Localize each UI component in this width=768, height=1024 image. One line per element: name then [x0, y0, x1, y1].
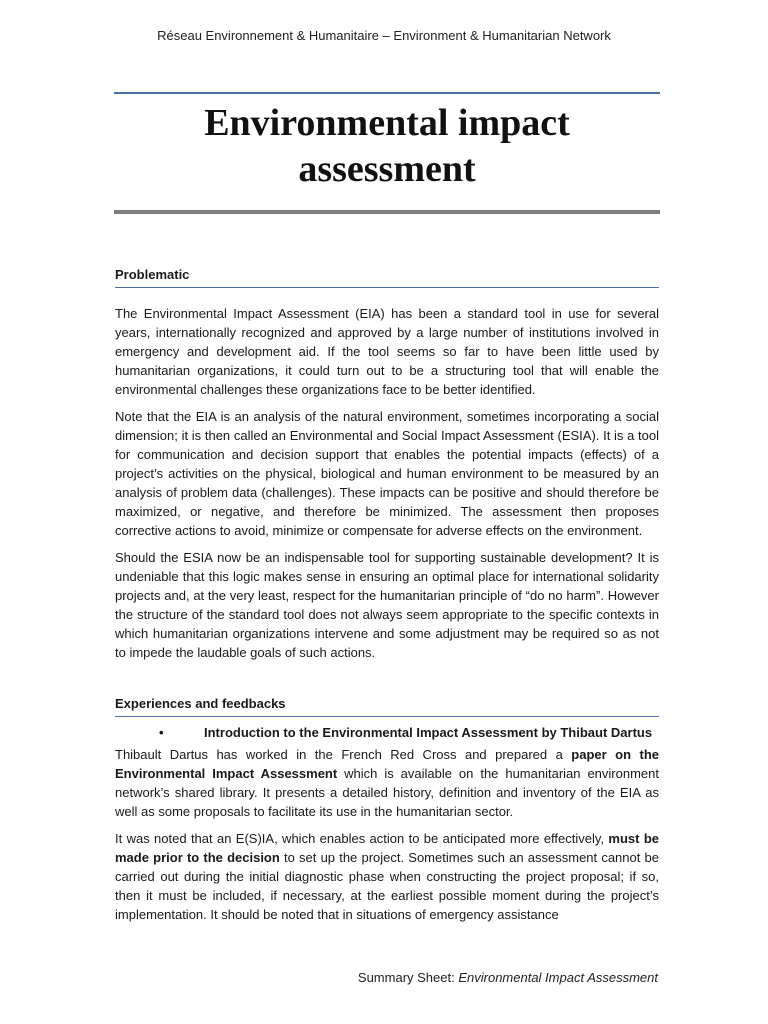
- paragraph-experiences-1-bold: paper on the Environmental Impact Assessment: [115, 747, 659, 781]
- paragraph-experiences-1: [115, 745, 659, 821]
- paragraph-experiences-2-bold: must be made prior to the decision: [115, 831, 659, 865]
- paragraph-problematic-3: Should the ESIA now be an indispensable tool for supporting sustainable development? It is undeniable that this logic makes sense in ensuring an optimal place for international solidarity projects and, at the very least, respect for the humanitarian principle of “do no harm”. However the structure of the standard tool does not always seem appropriate to the specific contexts in which humanitarian organizations intervene and some adjustment may be required so as not to impede the laudable goals of such actions.: [115, 550, 659, 660]
- paragraph-experiences-2-start: It was noted that an E(S)IA, which enables action to be anticipated more effectively,: [115, 831, 609, 846]
- paragraph-experiences-1-end: which is available on the humanitarian environment network’s shared library. It presents a detailed history, definition and inventory of the EIA as well as some proposals to facilitate its use in the humanitarian sector.: [115, 766, 659, 819]
- page-title-line-1: Environmental impact: [204, 102, 570, 144]
- bullet-item: [115, 723, 659, 742]
- footer-label: Summary Sheet:: [357, 970, 459, 985]
- paragraph-problematic-1: The Environmental Impact Assessment (EIA) has been a standard tool in use for several years, internationally recognized and approved by a large number of institutions involved in emergency and development aid. If the tool seems so far to have been little used by humanitarian organizations, it could turn out to be a structuring tool that will enable the environmental challenges these organizations face to be better identified.: [115, 306, 659, 397]
- page-footer: [358, 970, 658, 985]
- paragraph-experiences-2-end: to set up the project. Sometimes such an assessment cannot be carried out during the initial diagnostic phase when constructing the project proposal; if so, then it must be included, if necessary, at the earliest possible moment during the project’s implementation. It should be noted that in situations of emergency assistance: [115, 850, 659, 922]
- title-bottom-rule: [114, 210, 660, 214]
- footer-title: Environmental Impact Assessment: [458, 970, 658, 985]
- page-title: [114, 100, 660, 192]
- bullet-item-text: Introduction to the Environmental Impact Assessment by Thibaut Dartus: [204, 725, 653, 740]
- title-top-rule: [114, 92, 660, 94]
- section-heading-experiences: Experiences and feedbacks: [115, 695, 659, 717]
- page-title-line-2: assessment: [298, 148, 476, 190]
- bullet-dot-icon: •: [159, 725, 164, 740]
- paragraph-problematic-2: Note that the EIA is an analysis of the natural environment, sometimes incorporating a social dimension; it is then called an Environmental and Social Impact Assessment (ESIA). It is a tool for communication and decision support that enables the potential impacts (effects) of a project’s activities on the physical, biological and human environment to be measured by an analysis of problem data (challenges). These impacts can be positive and should therefore be maximized, or negative, and therefore be minimized. The assessment then proposes corrective actions to avoid, minimize or compensate for adverse effects on the environment.: [115, 409, 659, 538]
- document-body: [115, 266, 659, 932]
- running-header: Réseau Environnement & Humanitaire – Environment & Humanitarian Network: [157, 28, 611, 43]
- paragraph-experiences-2: [115, 829, 659, 924]
- title-block: [114, 92, 660, 214]
- paragraph-experiences-1-start: Thibault Dartus has worked in the French Red Cross and prepared a: [115, 747, 572, 762]
- section-heading-problematic: Problematic: [115, 266, 659, 288]
